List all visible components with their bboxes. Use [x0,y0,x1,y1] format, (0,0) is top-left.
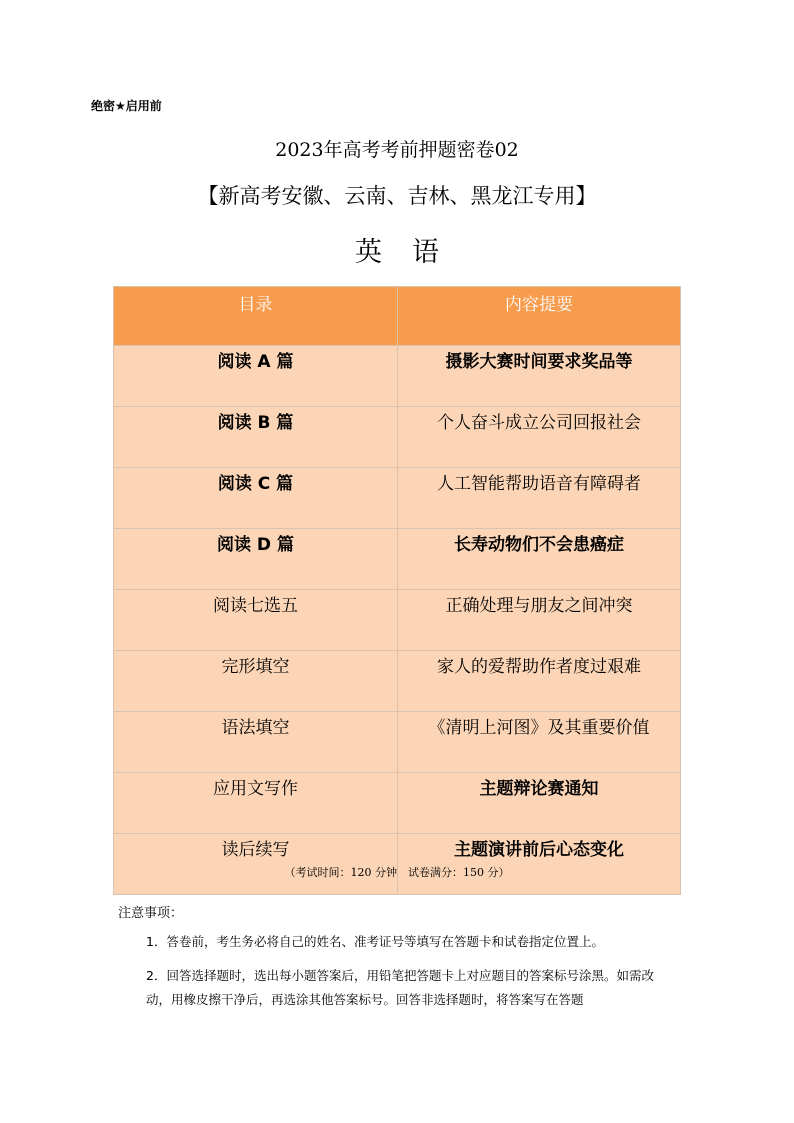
section-cell: 阅读七选五 [114,590,398,651]
table-header-row [114,287,681,346]
section-cell: 语法填空 [114,712,398,773]
note-text: 1．答卷前，考生务必将自己的姓名、准考证号等填写在答题卡和试卷指定位置上。 [146,934,604,949]
summary-cell: 长寿动物们不会患癌症 [398,529,681,590]
summary-cell: 人工智能帮助语音有障碍者 [398,468,681,529]
section-cell: 完形填空 [114,651,398,712]
section-cell: 读后续写 [114,834,398,895]
secret-label: 绝密★启用前 [91,99,162,113]
note-item [118,930,678,954]
exam-title: 2023年高考考前押题密卷02 [275,139,519,161]
section-cell: 阅读 D 篇 [114,529,398,590]
summary-cell: 《清明上河图》及其重要价值 [398,712,681,773]
table-row [114,712,681,773]
summary-cell: 个人奋斗成立公司回报社会 [398,407,681,468]
summary-cell: 正确处理与朋友之间冲突 [398,590,681,651]
table-row [114,468,681,529]
table-row [114,529,681,590]
note-item [118,964,678,1012]
summary-cell: 主题辩论赛通知 [398,773,681,834]
table-row [114,590,681,651]
notes-title: 注意事项： [118,906,184,921]
section-cell: 阅读 C 篇 [114,468,398,529]
table-row [114,407,681,468]
section-cell: 阅读 B 篇 [114,407,398,468]
table-row [114,346,681,407]
summary-cell: 摄影大赛时间要求奖品等 [398,346,681,407]
column-header-contents: 目录 [114,287,398,346]
summary-cell: 主题演讲前后心态变化 [398,834,681,895]
section-cell: 阅读 A 篇 [114,346,398,407]
table-row [114,651,681,712]
summary-cell: 家人的爱帮助作者度过艰难 [398,651,681,712]
contents-table [113,286,681,895]
note-text: 2．回答选择题时，选出每小题答案后，用铅笔把答题卡上对应题目的答案标号涂黑。如需改动，用橡皮擦干净后，再选涂其他答案标号。回答非选择题时，将答案写在答题 [146,968,654,1007]
table-row [114,773,681,834]
section-cell: 应用文写作 [114,773,398,834]
exam-subtitle: 【新高考安徽、云南、吉林、黑龙江专用】 [197,184,597,208]
exam-time-info: （考试时间：120 分钟 试卷满分：150 分） [284,866,510,879]
subject-title: 英语 [355,237,469,268]
column-header-summary: 内容提要 [398,287,681,346]
